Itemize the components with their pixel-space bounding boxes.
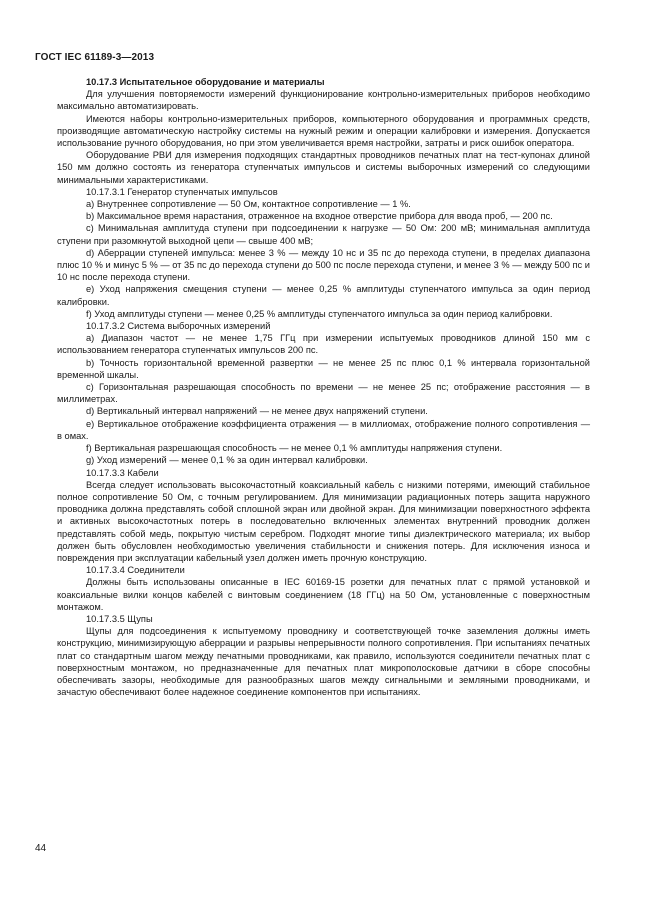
list-item: c) Минимальная амплитуда ступени при подсоединении к нагрузке — 50 Ом: 200 мВ; минимальная амплитуда ступени при разомкнутой выходной цепи — свыше 400 мВ; (57, 223, 590, 246)
list-item: f) Уход амплитуды ступени — менее 0,25 % амплитуды ступенчатого импульса за один период калибровки. (86, 308, 553, 319)
list-item: a) Диапазон частот — не менее 1,75 ГГц при измерении испытуемых проводников длиной 150 мм с использованием генератора ступенчатых импульсов 200 пс. (57, 333, 590, 356)
list-item: c) Горизонтальная разрешающая способность по времени — не менее 25 пс; отображение расстояния — в миллиметрах. (57, 382, 590, 405)
page-number: 44 (35, 843, 47, 854)
list-item: a) Внутреннее сопротивление — 50 Ом, контактное сопротивление — 1 %. (86, 199, 411, 210)
list-item: g) Уход измерений — менее 0,1 % за один интервал калибровки. (86, 455, 368, 466)
list-item: d) Аберрации ступеней импульса: менее 3 % — между 10 нс и 35 пс до перехода ступени, в пределах диапазона плюс 10 % и минус 5 % — от 35 пс до перехода ступени до 500 пс после перехода ступени, и менее 3 % — между 500 пс и 10 нс после перехода ступени. (57, 247, 590, 283)
paragraph: Должны быть использованы описанные в IEC 60169-15 розетки для печатных плат с прямой установкой и коаксиальные вилки концов кабелей с винтовым соединением (18 ГГц) на 50 Ом, установленные с поверхностным монтажом. (57, 577, 590, 612)
document-body (57, 76, 590, 698)
subsection-title: 10.17.3.1 Генератор ступенчатых импульсов (86, 186, 278, 197)
subsection-title: 10.17.3.5 Щупы (86, 613, 153, 624)
list-item: d) Вертикальный интервал напряжений — не менее двух напряжений ступени. (86, 406, 428, 417)
list-item: b) Максимальное время нарастания, отраженное на входное отверстие прибора для ввода проб, — 200 пс. (86, 211, 553, 222)
subsection-title: 10.17.3.3 Кабели (86, 467, 159, 478)
paragraph: Щупы для подсоединения к испытуемому проводнику и соответствующей точке заземления должны иметь конструкцию, минимизирующую аберрации и разрывы непрерывности полного сопротивления. При испытаниях печатных плат со стандартным шагом между печатными проводниками, как правило, используются соединители печатных плат с поверхностным монтажом, но предназначенные для печатных плат микрополосковые датчики в сборе способны обеспечивать зазоры, необходимые для разнообразных шагов между сигнальными и земляными проводниками, и зачастую обеспечивают более надежное соединение компонентов при испытаниях. (57, 626, 590, 698)
paragraph: Для улучшения повторяемости измерений функционирование контрольно-измерительных приборов необходимо максимально автоматизировать. (57, 89, 590, 112)
paragraph: Всегда следует использовать высокочастотный коаксиальный кабель с низкими потерями, имеющий стабильное полное сопротивление 50 Ом, с точным регулированием. Для минимизации радиационных потерь защита наружного проводника должна представлять собой сплошной экран или двойной экран. Для минимизации поверхностного эффекта и активных высокочастотных потерь в последовательно включенных элементах внутренний проводник должен представлять собой медь, покрытую чистым серебром. Подходят многие типы диэлектрического материала; их выбор должен быть обусловлен необходимостью увеличения стабильности и снижения потерь. Для исключения износа и повреждения при эксплуатации кабельный узел должен иметь прочную конструкцию. (57, 479, 590, 563)
subsection-title: 10.17.3.4 Соединители (86, 565, 185, 576)
paragraph: Имеются наборы контрольно-измерительных приборов, компьютерного оборудования и программных средств, производящие автоматическую настройку системы на нужный режим и операции калибровки и измерения. Допускается использование ручного оборудования, но при этом увеличивается время настройки, затраты и риск ошибок оператора. (57, 113, 590, 149)
paragraph: Оборудование РВИ для измерения подходящих стандартных проводников печатных плат на тест-купонах длиной 150 мм должно состоять из генератора ступенчатых импульсов и системы выборочных измерений со следующими минимальными характеристиками. (57, 150, 590, 185)
subsection-title: 10.17.3.2 Система выборочных измерений (86, 321, 271, 332)
list-item: e) Уход напряжения смещения ступени — менее 0,25 % амплитуды ступенчатого импульса за один период калибровки. (57, 284, 590, 307)
section-heading: 10.17.3 Испытательное оборудование и материалы (86, 77, 325, 87)
list-item: f) Вертикальная разрешающая способность — не менее 0,1 % амплитуды напряжения ступени. (86, 443, 503, 454)
list-item: b) Точность горизонтальной временной развертки — не менее 25 пс плюс 0,1 % интервала горизонтальной временной шкалы. (57, 357, 590, 380)
list-item: e) Вертикальное отображение коэффициента отражения — в миллиомах, отображение полного сопротивления — в омах. (57, 418, 590, 441)
document-header: ГОСТ IEC 61189-3—2013 (35, 52, 155, 63)
